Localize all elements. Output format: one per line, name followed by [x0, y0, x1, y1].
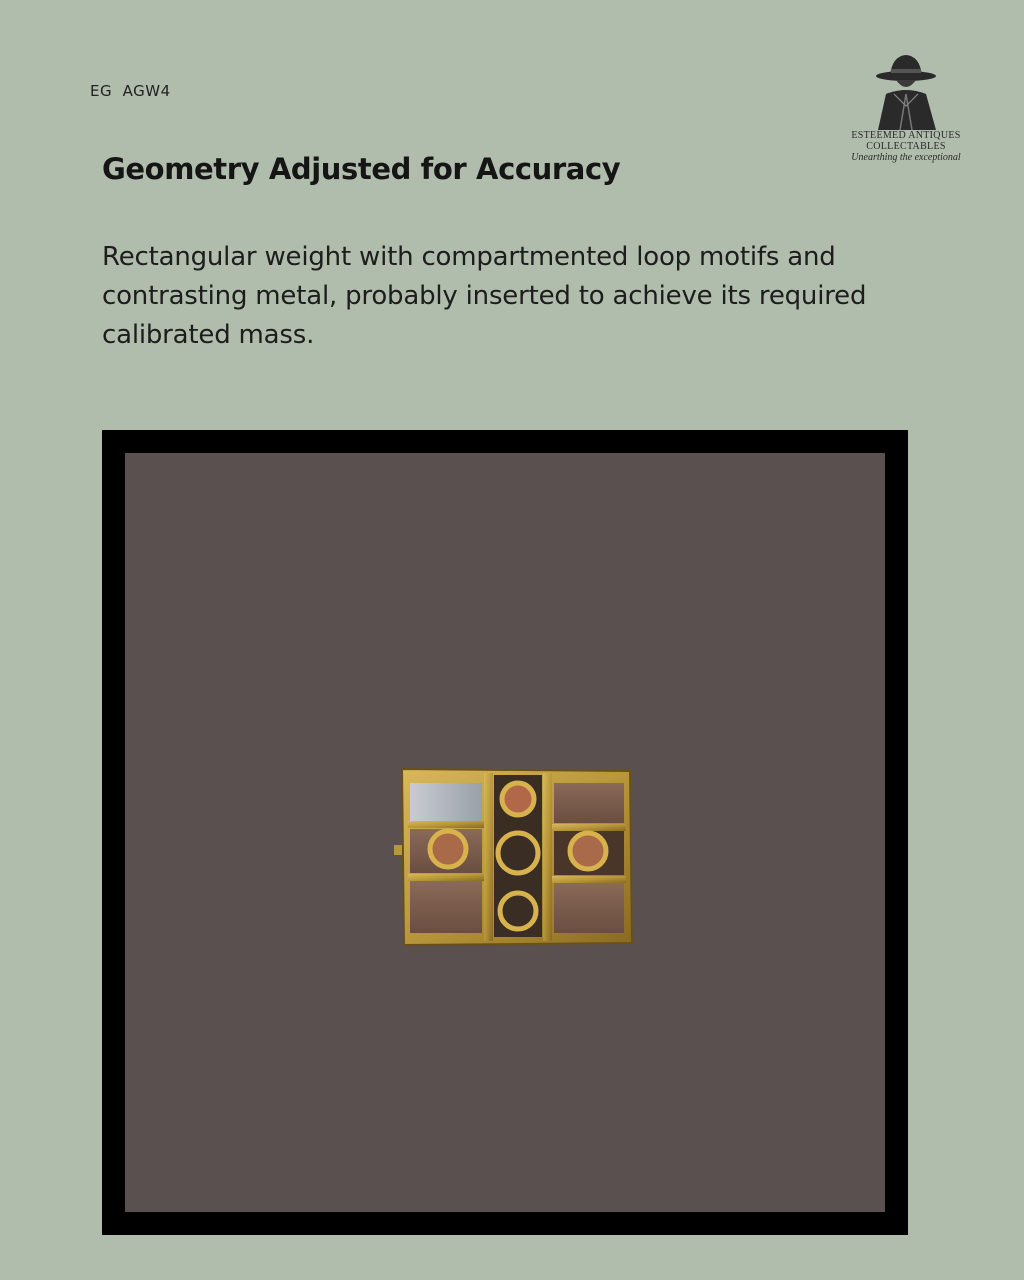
logo-name-line1: ESTEEMED ANTIQUES [851, 130, 961, 141]
page-title: Geometry Adjusted for Accuracy [102, 152, 621, 186]
brand-logo [836, 50, 976, 164]
detective-silhouette-icon [856, 50, 956, 130]
product-photo [125, 453, 885, 1212]
item-description: Rectangular weight with compartmented loop motifs and contrasting metal, probably inserted to achieve its required calibrated mass. [102, 242, 867, 350]
logo-name-line2: COLLECTABLES [866, 141, 946, 152]
brass-weight-image [390, 761, 636, 951]
logo-tagline: Unearthing the exceptional [851, 152, 961, 163]
photo-frame [102, 430, 908, 1235]
item-code: EG AGW4 [90, 82, 171, 100]
